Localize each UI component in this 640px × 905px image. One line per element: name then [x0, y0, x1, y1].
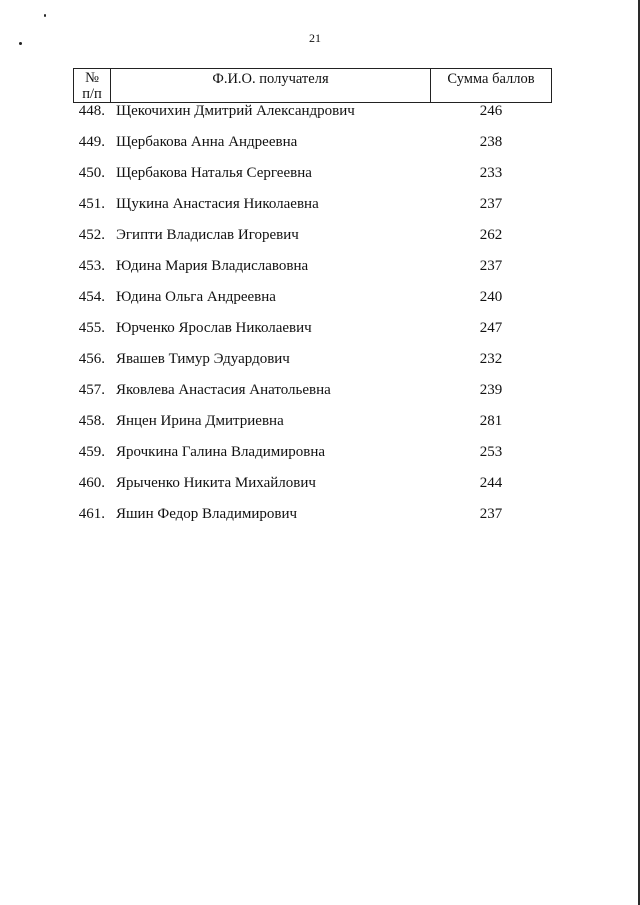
- table-row: [73, 506, 552, 537]
- row-number: 460.: [78, 475, 105, 491]
- row-name: Яшин Федор Владимирович: [116, 506, 298, 522]
- header-name: Ф.И.О. получателя: [111, 69, 431, 102]
- table-row: [73, 227, 552, 258]
- table-header: [73, 68, 552, 103]
- table-row: [73, 413, 552, 444]
- row-name: Щербакова Наталья Сергеевна: [116, 165, 312, 181]
- row-score: 247: [479, 320, 503, 336]
- row-number: 451.: [78, 196, 105, 212]
- table-row: [73, 475, 552, 506]
- row-number: 448.: [78, 103, 105, 119]
- row-score: 237: [479, 196, 503, 212]
- row-score: 244: [479, 475, 503, 491]
- row-name: Явашев Тимур Эдуардович: [116, 351, 290, 367]
- row-number: 454.: [78, 289, 105, 305]
- row-name: Эгипти Владислав Игоревич: [116, 227, 299, 243]
- table-row: [73, 258, 552, 289]
- header-score: Сумма баллов: [447, 71, 535, 87]
- row-number: 455.: [78, 320, 105, 336]
- row-number: 461.: [78, 506, 105, 522]
- row-number: 453.: [78, 258, 105, 274]
- table-row: [73, 289, 552, 320]
- row-score: 232: [479, 351, 503, 367]
- row-score: 253: [479, 444, 503, 460]
- row-name: Янцен Ирина Дмитриевна: [116, 413, 284, 429]
- table-row: [73, 165, 552, 196]
- row-number: 456.: [78, 351, 105, 367]
- row-name: Яковлева Анастасия Анатольевна: [116, 382, 331, 398]
- row-score: 246: [479, 103, 503, 119]
- row-name: Щукина Анастасия Николаевна: [116, 196, 319, 212]
- header-number: [74, 69, 111, 102]
- row-number: 452.: [78, 227, 105, 243]
- recipients-table: [73, 68, 552, 537]
- row-score: 237: [479, 506, 503, 522]
- table-row: [73, 320, 552, 351]
- page-number: 21: [309, 31, 321, 45]
- row-name: Ярочкина Галина Владимировна: [116, 444, 326, 460]
- row-score: 237: [479, 258, 503, 274]
- row-score: 262: [479, 227, 503, 243]
- table-row: [73, 444, 552, 475]
- row-score: 240: [479, 289, 503, 305]
- row-number: 449.: [78, 134, 105, 150]
- table-row: [73, 103, 552, 134]
- table-row: [73, 351, 552, 382]
- table-row: [73, 382, 552, 413]
- row-number: 457.: [78, 382, 105, 398]
- header-number-line1: №: [85, 70, 99, 86]
- row-number: 450.: [78, 165, 105, 181]
- table-row: [73, 134, 552, 165]
- header-number-line2: п/п: [82, 86, 102, 102]
- row-name: Щекочихин Дмитрий Александрович: [116, 103, 355, 119]
- row-score: 281: [479, 413, 503, 429]
- row-score: 233: [479, 165, 503, 181]
- row-number: 458.: [78, 413, 105, 429]
- row-name: Юрченко Ярослав Николаевич: [116, 320, 312, 336]
- scan-speck: [44, 14, 46, 17]
- row-name: Юдина Мария Владиславовна: [116, 258, 309, 274]
- row-score: 238: [479, 134, 503, 150]
- row-name: Щербакова Анна Андреевна: [116, 134, 298, 150]
- table-row: [73, 196, 552, 227]
- row-name: Ярыченко Никита Михайлович: [116, 475, 316, 491]
- row-score: 239: [479, 382, 503, 398]
- row-name: Юдина Ольга Андреевна: [116, 289, 276, 305]
- row-number: 459.: [78, 444, 105, 460]
